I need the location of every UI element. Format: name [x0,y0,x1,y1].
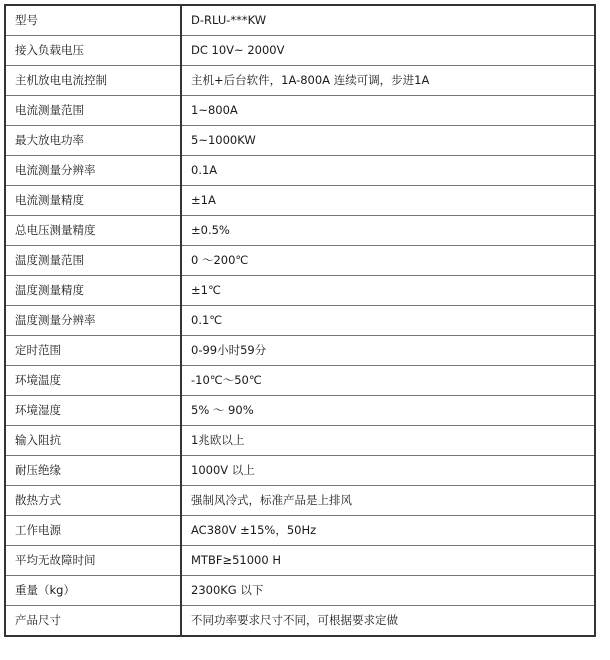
spec-table [4,4,596,637]
spec-label: 接入负载电压 [5,36,181,66]
spec-label: 产品尺寸 [5,606,181,637]
spec-value: 1000V 以上 [181,456,595,486]
spec-label: 温度测量分辨率 [5,306,181,336]
spec-value: AC380V ±15%，50Hz [181,516,595,546]
spec-label: 环境温度 [5,366,181,396]
table-row [5,306,595,336]
spec-value: 0.1℃ [181,306,595,336]
spec-value: 2300KG 以下 [181,576,595,606]
spec-value: DC 10V~ 2000V [181,36,595,66]
spec-label: 电流测量范围 [5,96,181,126]
spec-value: 主机+后台软件，1A-800A 连续可调，步进1A [181,66,595,96]
spec-label: 主机放电电流控制 [5,66,181,96]
table-row [5,366,595,396]
spec-label: 型号 [5,5,181,36]
spec-value: ±1A [181,186,595,216]
table-row [5,216,595,246]
spec-value: 1兆欧以上 [181,426,595,456]
spec-label: 重量（kg） [5,576,181,606]
table-row [5,486,595,516]
spec-value: 0 ～200℃ [181,246,595,276]
spec-label: 散热方式 [5,486,181,516]
table-row [5,96,595,126]
spec-label: 定时范围 [5,336,181,366]
table-row [5,186,595,216]
table-row [5,336,595,366]
spec-value: 不同功率要求尺寸不同，可根据要求定做 [181,606,595,637]
spec-value: MTBF≥51000 H [181,546,595,576]
table-row [5,456,595,486]
spec-label: 温度测量范围 [5,246,181,276]
spec-label: 耐压绝缘 [5,456,181,486]
spec-value: 强制风冷式，标准产品是上排风 [181,486,595,516]
table-row [5,156,595,186]
table-row [5,5,595,36]
spec-value: 5~1000KW [181,126,595,156]
spec-value: 5% ～ 90% [181,396,595,426]
table-row [5,606,595,637]
table-row [5,426,595,456]
spec-label: 电流测量精度 [5,186,181,216]
table-row [5,396,595,426]
spec-label: 电流测量分辨率 [5,156,181,186]
spec-label: 温度测量精度 [5,276,181,306]
spec-label: 最大放电功率 [5,126,181,156]
table-row [5,276,595,306]
spec-label: 工作电源 [5,516,181,546]
table-row [5,576,595,606]
spec-value: -10℃～50℃ [181,366,595,396]
table-row [5,246,595,276]
spec-label: 环境湿度 [5,396,181,426]
spec-value: ±0.5% [181,216,595,246]
table-row [5,516,595,546]
spec-value: D-RLU-***KW [181,5,595,36]
table-row [5,126,595,156]
spec-value: 0.1A [181,156,595,186]
spec-label: 输入阻抗 [5,426,181,456]
spec-label: 总电压测量精度 [5,216,181,246]
spec-value: 1~800A [181,96,595,126]
table-row [5,546,595,576]
spec-label: 平均无故障时间 [5,546,181,576]
table-row [5,36,595,66]
table-row [5,66,595,96]
spec-value: ±1℃ [181,276,595,306]
spec-value: 0-99小时59分 [181,336,595,366]
